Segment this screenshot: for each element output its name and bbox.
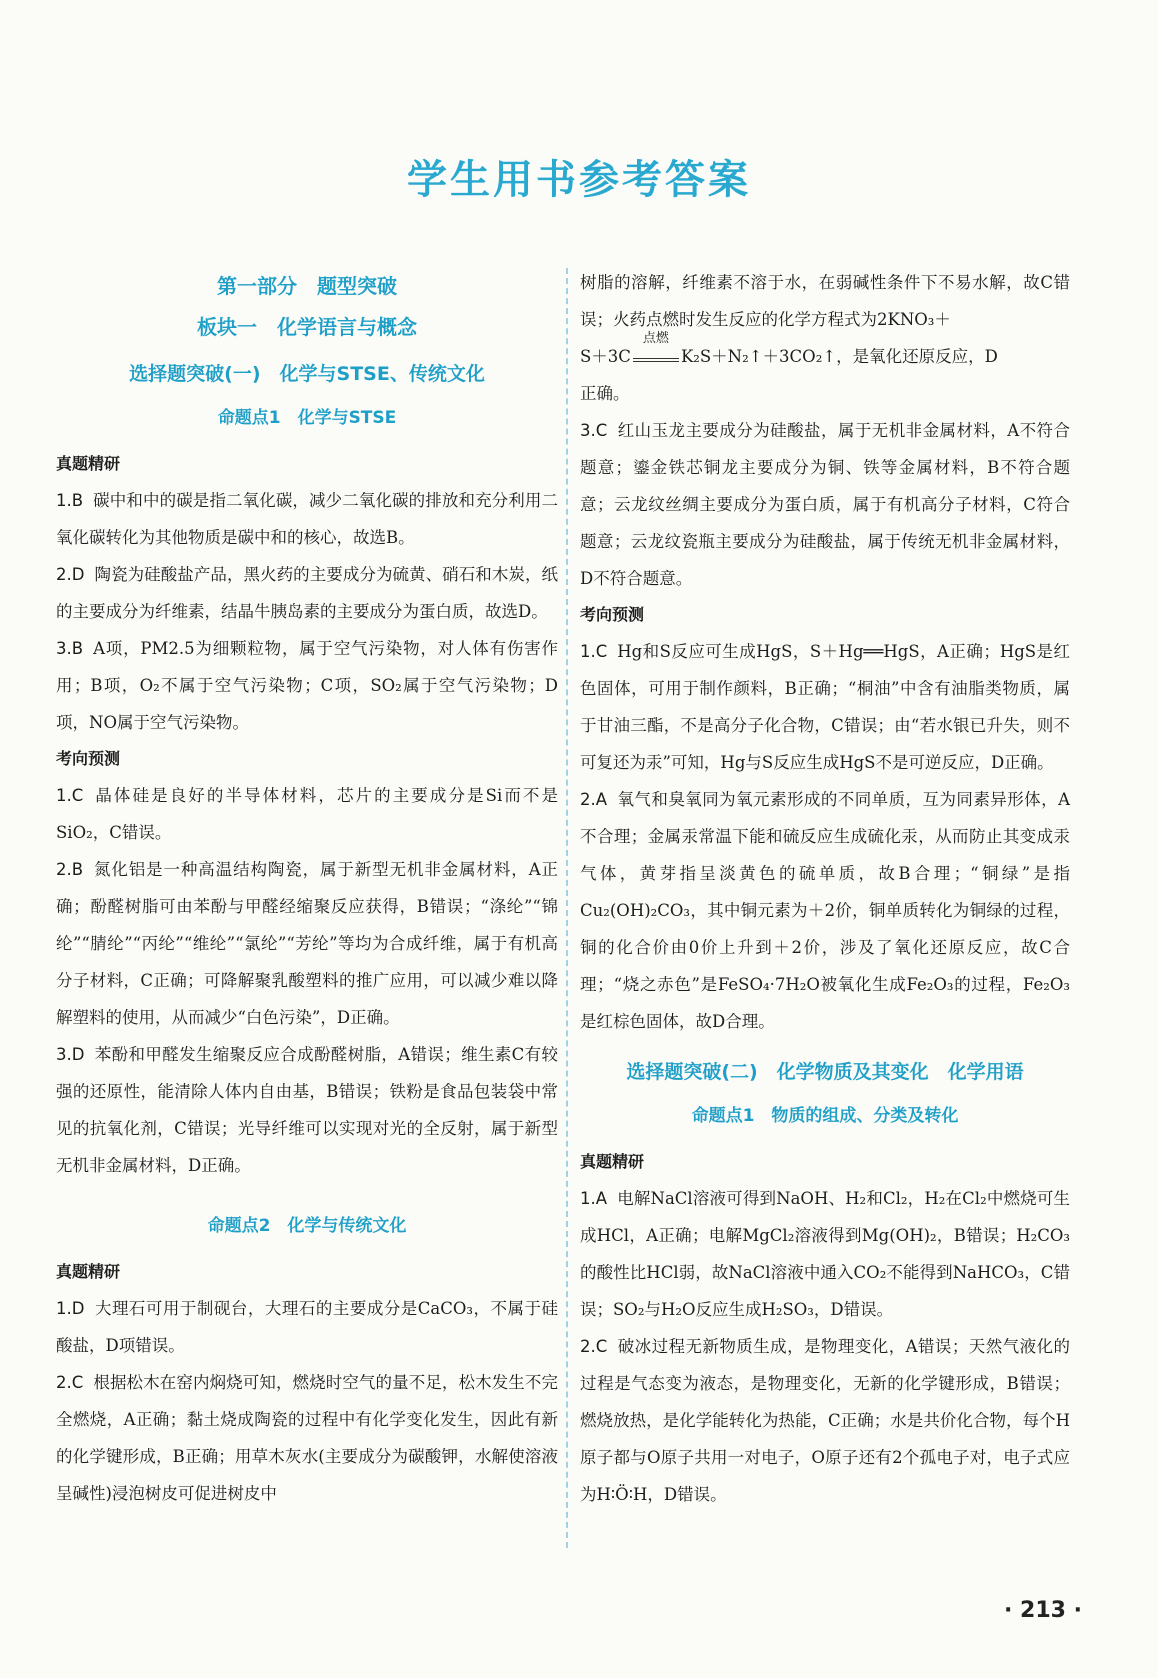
answer-key: 2.B <box>56 860 84 879</box>
chemical-equation <box>580 331 1070 375</box>
answer-item <box>56 556 558 630</box>
answer-item <box>580 633 1070 781</box>
answer-text: 氮化铝是一种高温结构陶瓷，属于新型无机非金属材料，A正确；酚醛树脂可由苯酚与甲醛经缩聚反应获得，B错误；“涤纶”“锦纶”“腈纶”“丙纶”“维纶”“氯纶”“芳纶”等均为合成纤维，属于有机高分子材料，C正确；可降解聚乳酸塑料的推广应用，可以减少难以降解塑料的使用，从而减少“白色污染”，D正确。 <box>56 860 558 1027</box>
point-heading-3: 命题点1 物质的组成、分类及转化 <box>691 1106 959 1126</box>
column-divider <box>566 268 568 1548</box>
subheading-zhenti: 真题精研 <box>56 454 121 473</box>
answer-item <box>56 1364 558 1512</box>
answer-item <box>580 1180 1070 1328</box>
section-heading-2: 选择题突破(二) 化学物质及其变化 化学用语 <box>626 1061 1024 1083</box>
answer-item <box>580 412 1070 597</box>
equation-condition <box>633 331 679 362</box>
answer-text: 大理石可用于制砚台，大理石的主要成分是CaCO₃，不属于硅酸盐，D项错误。 <box>56 1299 558 1355</box>
answer-text: 苯酚和甲醛发生缩聚反应合成酚醛树脂，A错误；维生素C有较强的还原性，能清除人体内自由基，B错误；铁粉是食品包装袋中常见的抗氧化剂，C错误；光导纤维可以实现对光的全反射，属于新型无机非金属材料，D正确。 <box>56 1045 558 1175</box>
answer-text: 红山玉龙主要成分为硅酸盐，属于无机非金属材料，A不符合题意；鎏金铁芯铜龙主要成分为铜、铁等金属材料，B不符合题意；云龙纹丝绸主要成分为蛋白质，属于有机高分子材料，C符合题意；云龙纹瓷瓶主要成分为硅酸盐，属于传统无机非金属材料，D不符合题意。 <box>580 421 1070 588</box>
section-heading: 选择题突破(一) 化学与STSE、传统文化 <box>129 363 485 385</box>
subheading-kaoxiang: 考向预测 <box>56 749 121 768</box>
answer-item <box>56 851 558 1036</box>
answer-key: 2.D <box>56 565 85 584</box>
continued-text: 正确。 <box>580 384 630 403</box>
left-column <box>56 268 558 1512</box>
answer-item <box>56 482 558 556</box>
right-column <box>580 264 1070 1513</box>
answer-text: A项，PM2.5为细颗粒物，属于空气污染物，对人体有伤害作用；B项，O₂不属于空气污染物；C项，SO₂属于空气污染物；D项，NO属于空气污染物。 <box>56 639 558 732</box>
answer-text: Hg和S反应可生成HgS，S＋Hg══HgS，A正确；HgS是红色固体，可用于制作颜料，B正确；“桐油”中含有油脂类物质，属于甘油三酯，不是高分子化合物，C错误；由“若水银已升失，则不可复还为汞”可知，Hg与S反应生成HgS不是可逆反应，D正确。 <box>580 642 1070 772</box>
answer-text: 碳中和中的碳是指二氧化碳，减少二氧化碳的排放和充分利用二氧化碳转化为其他物质是碳中和的核心，故选B。 <box>56 491 558 547</box>
answer-item <box>56 1036 558 1184</box>
condition-label: 点燃 <box>642 331 669 346</box>
answer-text: 晶体硅是良好的半导体材料，芯片的主要成分是Si而不是SiO₂，C错误。 <box>56 786 558 842</box>
answer-key: 1.C <box>56 786 84 805</box>
answer-text: 陶瓷为硅酸盐产品，黑火药的主要成分为硫黄、硝石和木炭，纸的主要成分为纤维素，结晶牛胰岛素的主要成分为蛋白质，故选D。 <box>56 565 558 621</box>
answer-key: 3.D <box>56 1045 85 1064</box>
answer-text: 根据松木在窑内焖烧可知，燃烧时空气的量不足，松木发生不完全燃烧，A正确；黏土烧成陶瓷的过程中有化学变化发生，因此有新的化学键形成，B正确；用草木灰水(主要成分为碳酸钾，水解使溶液呈碱性)浸泡树皮可促进树皮中 <box>56 1373 558 1503</box>
answer-key: 1.D <box>56 1299 85 1318</box>
answer-text: 破冰过程无新物质生成，是物理变化，A错误；天然气液化的过程是气态变为液态，是物理变化，无新的化学键形成，B错误；燃烧放热，是化学能转化为热能，C正确；水是共价化合物，每个H原子都与O原子共用一对电子，O原子还有2个孤电子对，电子式应为H∶Ö∶H，D错误。 <box>580 1337 1070 1504</box>
answer-key: 1.A <box>580 1189 608 1208</box>
part-heading: 第一部分 题型突破 <box>217 274 397 298</box>
answer-key: 2.C <box>56 1373 84 1392</box>
answer-item <box>580 1328 1070 1513</box>
answer-text: 氧气和臭氧同为氧元素形成的不同单质，互为同素异形体，A不合理；金属汞常温下能和硫反应生成硫化汞，从而防止其变成汞气体，黄芽指呈淡黄色的硫单质，故B合理；“铜绿”是指Cu₂(OH)₂CO₃，其中铜元素为＋2价，铜单质转化为铜绿的过程，铜的化合价由0价上升到＋2价，涉及了氧化还原反应，故C合理；“烧之赤色”是FeSO₄·7H₂O被氧化生成Fe₂O₃的过程，Fe₂O₃是红棕色固体，故D合理。 <box>580 790 1070 1031</box>
answer-key: 2.A <box>580 790 608 809</box>
answer-key: 3.C <box>580 421 608 440</box>
subheading-zhenti: 真题精研 <box>580 1152 645 1171</box>
equation-right: K₂S＋N₂↑＋3CO₂↑，是氧化还原反应，D <box>680 347 998 366</box>
answer-item <box>56 1290 558 1364</box>
subheading-kaoxiang: 考向预测 <box>580 605 645 624</box>
answer-key: 1.B <box>56 491 84 510</box>
answer-text: 电解NaCl溶液可得到NaOH、H₂和Cl₂，H₂在Cl₂中燃烧可生成HCl，A正确；电解MgCl₂溶液得到Mg(OH)₂，B错误；H₂CO₃的酸性比HCl弱，故NaCl溶液中通入CO₂不能得到NaHCO₃，C错误；SO₂与H₂O反应生成H₂SO₃，D错误。 <box>580 1189 1070 1319</box>
continued-text: 树脂的溶解，纤维素不溶于水，在弱碱性条件下不易水解，故C错误；火药点燃时发生反应的化学方程式为2KNO₃＋ <box>580 273 1070 329</box>
page-number: · 213 · <box>1004 1598 1082 1623</box>
answer-key: 3.B <box>56 639 84 658</box>
answer-item <box>56 777 558 851</box>
answer-item <box>56 630 558 741</box>
point-heading-1: 命题点1 化学与STSE <box>217 408 397 428</box>
equation-left: S＋3C <box>580 347 631 366</box>
page-title: 学生用书参考答案 <box>407 157 751 203</box>
subheading-zhenti: 真题精研 <box>56 1262 121 1281</box>
point-heading-2: 命题点2 化学与传统文化 <box>207 1216 407 1236</box>
equation-double-bar <box>633 358 679 362</box>
block-heading: 板块一 化学语言与概念 <box>197 315 417 339</box>
answer-key: 2.C <box>580 1337 608 1356</box>
answer-item <box>580 781 1070 1040</box>
answer-key: 1.C <box>580 642 608 661</box>
